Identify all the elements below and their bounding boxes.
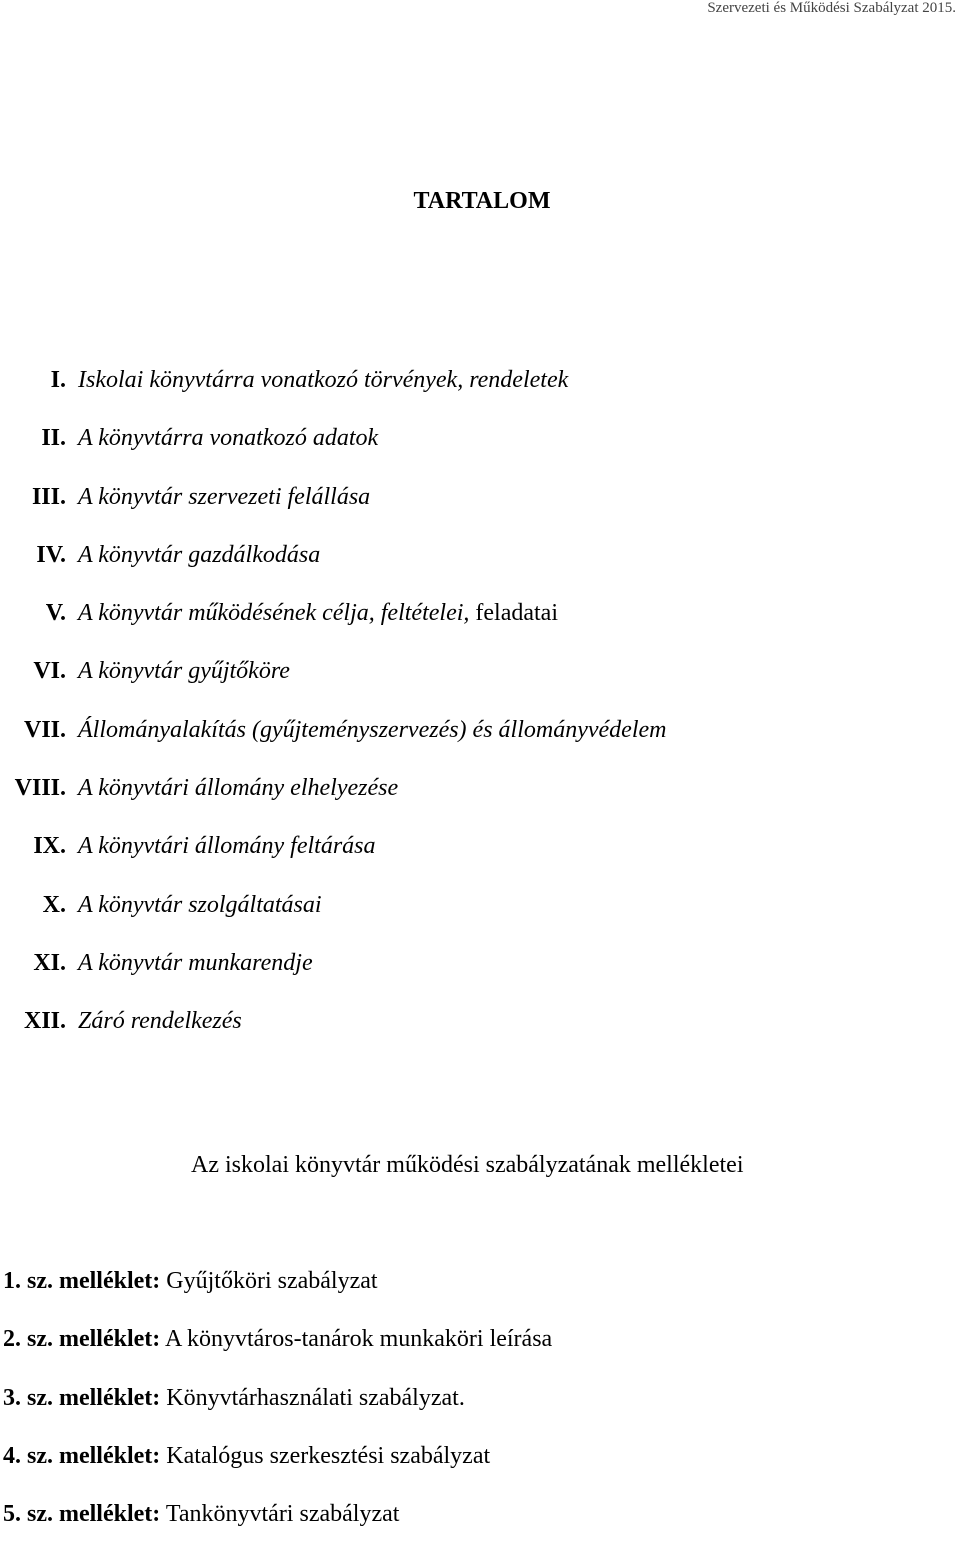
toc-title: A könyvtár szolgáltatásai [78, 891, 322, 918]
annex-label: 3. sz. melléklet: [3, 1384, 161, 1411]
toc-title: A könyvtári állomány elhelyezése [78, 775, 399, 802]
toc-item-5 [0, 600, 900, 658]
toc-number: IV. [36, 541, 66, 568]
annex-title: Gyűjtőköri szabályzat [166, 1268, 378, 1294]
toc-item-3 [0, 484, 900, 542]
annex-item-3 [3, 1385, 552, 1443]
annex-item-2 [3, 1326, 552, 1384]
toc-item-9 [0, 833, 900, 891]
toc-number: V. [45, 600, 66, 627]
toc-item-12 [0, 1008, 900, 1066]
toc-number: III. [31, 483, 66, 510]
toc-title: A könyvtárra vonatkozó adatok [78, 425, 379, 452]
page-title: TARTALOM [413, 188, 551, 214]
annex-label: 4. sz. melléklet: [3, 1442, 161, 1469]
trailing-mark: . [952, 0, 956, 16]
toc-title-italic: A könyvtár működésének célja, feltételei, [78, 600, 470, 627]
annex-label: 2. sz. melléklet: [3, 1326, 161, 1353]
toc-item-8 [0, 775, 900, 833]
toc-number: VII. [23, 716, 66, 743]
toc-title: Iskolai könyvtárra vonatkozó törvények, rendeletek [78, 367, 569, 393]
toc-number: XII. [23, 1008, 66, 1035]
toc-number: X. [42, 891, 66, 918]
toc-item-11 [0, 950, 900, 1008]
annex-item-4 [3, 1443, 552, 1501]
toc-title: Állományalakítás (gyűjteményszervezés) és állományvédelem [78, 716, 667, 743]
toc-item-10 [0, 892, 900, 950]
annex-title: Tankönyvtári szabályzat [165, 1501, 400, 1528]
toc-number: I. [50, 367, 66, 393]
table-of-contents [0, 367, 900, 1067]
page-header [707, 0, 956, 17]
toc-item-6 [0, 658, 900, 716]
toc-title [78, 600, 558, 627]
toc-number: VIII. [14, 775, 66, 802]
toc-title: A könyvtár gazdálkodása [78, 541, 321, 568]
annex-heading: Az iskolai könyvtár működési szabályzatának mellékletei [191, 1152, 744, 1178]
toc-title-plain: feladatai [475, 600, 558, 627]
toc-item-4 [0, 542, 900, 600]
annex-item-1 [3, 1268, 552, 1326]
toc-number: XI. [33, 949, 66, 976]
toc-number: II. [41, 425, 66, 452]
annex-label: 5. sz. melléklet: [3, 1501, 161, 1528]
annex-label: 1. sz. melléklet: [3, 1268, 161, 1294]
toc-title: A könyvtár gyűjtőköre [78, 658, 290, 685]
toc-item-7 [0, 717, 900, 775]
running-title: Szervezeti és Működési Szabályzat 2015 [707, 0, 953, 16]
annex-item-5 [3, 1501, 552, 1559]
annex-title: Könyvtárhasználati szabályzat. [166, 1384, 465, 1411]
toc-item-2 [0, 425, 900, 483]
toc-title: A könyvtár munkarendje [78, 949, 313, 976]
annex-title: A könyvtáros-tanárok munkaköri leírása [164, 1326, 553, 1353]
annex-title: Katalógus szerkesztési szabályzat [166, 1442, 491, 1469]
annex-list [3, 1268, 552, 1559]
toc-number: VI. [33, 658, 66, 685]
toc-number: IX. [33, 833, 66, 860]
toc-title: Záró rendelkezés [78, 1008, 242, 1035]
toc-title: A könyvtári állomány feltárása [78, 833, 376, 860]
toc-title: A könyvtár szervezeti felállása [78, 483, 371, 510]
toc-item-1 [0, 367, 900, 425]
